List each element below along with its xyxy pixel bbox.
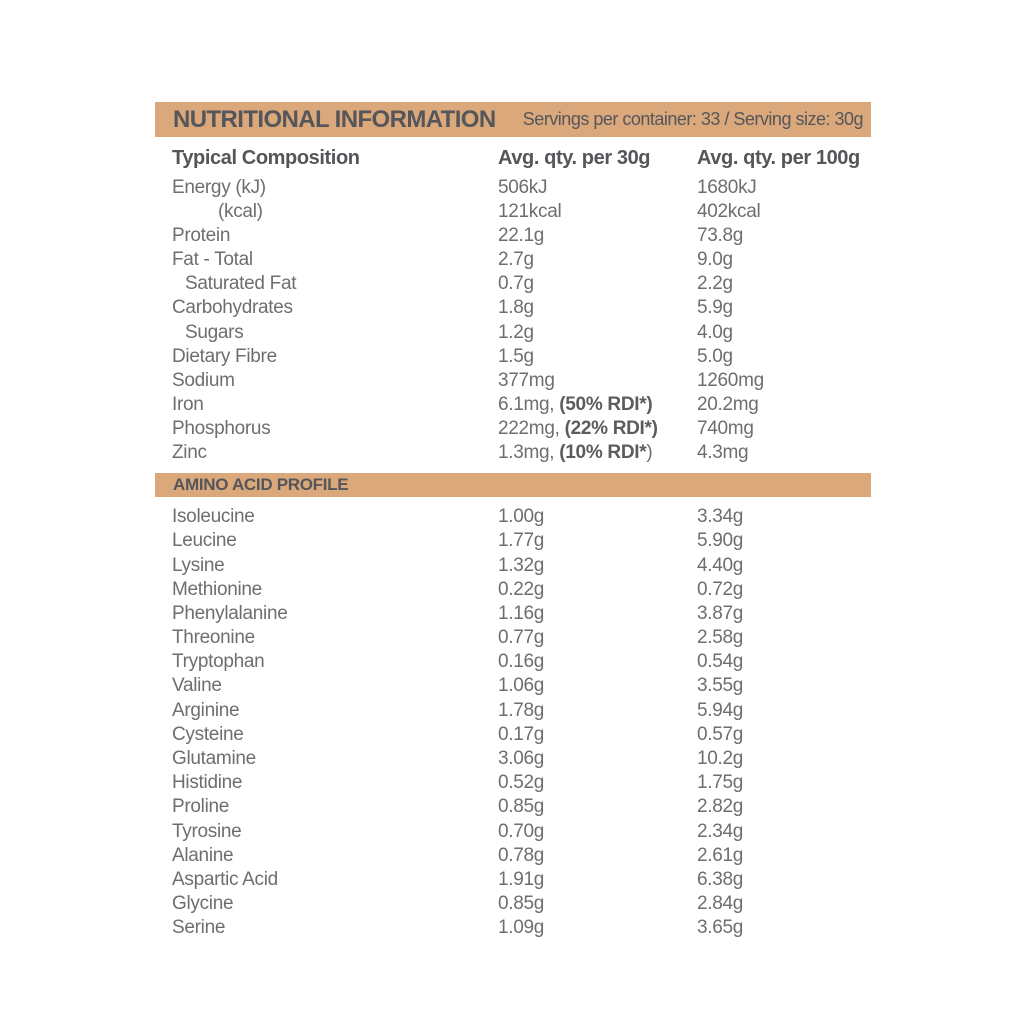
value-per-100g: 5.0g (697, 345, 733, 367)
table-row-proline (155, 795, 871, 819)
table-row-fat-total (155, 248, 871, 272)
nutrient-label: Carbohydrates (172, 297, 293, 319)
table-row-tryptophan (155, 650, 871, 674)
amino-label: Glycine (172, 893, 234, 915)
value-per-100g: 2.34g (697, 820, 744, 842)
value-per-100g: 2.61g (697, 844, 744, 866)
value-per-30g: 1.3mg, (10% RDI*) (498, 442, 653, 464)
value-per-100g: 402kcal (697, 201, 761, 223)
value-per-30g: 1.91g (498, 868, 545, 890)
value-per-100g: 20.2mg (697, 393, 759, 415)
table-row-protein (155, 224, 871, 248)
value-per-100g: 3.87g (697, 602, 744, 624)
value-per-100g: 4.40g (697, 554, 744, 576)
nutrient-label: Protein (172, 225, 231, 247)
value-per-30g: 0.22g (498, 578, 545, 600)
value-per-100g: 1260mg (697, 369, 764, 391)
nutrition-table (155, 176, 871, 465)
value-per-100g: 4.0g (697, 321, 733, 343)
nutrition-label-panel (155, 102, 871, 941)
amino-label: Aspartic Acid (172, 868, 278, 890)
table-row-phenylalanine (155, 602, 871, 626)
value-per-30g: 377mg (498, 369, 555, 391)
value-per-30g: 0.16g (498, 651, 545, 673)
rdi-badge: (50% RDI*) (559, 393, 653, 415)
column-header-per-100g: Avg. qty. per 100g (697, 147, 860, 169)
value-per-30g: 0.70g (498, 820, 545, 842)
amino-section-title: AMINO ACID PROFILE (173, 475, 349, 495)
nutrient-label: Energy (kJ) (172, 177, 266, 198)
value-per-100g: 5.90g (697, 530, 744, 552)
nutrient-label: Dietary Fibre (172, 345, 277, 367)
servings-info: Servings per container: 33 / Serving size: 30g (522, 109, 863, 129)
table-row-saturated-fat (155, 272, 871, 296)
amino-label: Tryptophan (172, 651, 265, 673)
value-per-30g: 506kJ (498, 177, 548, 198)
nutrient-label: Sodium (172, 369, 235, 391)
amino-label: Phenylalanine (172, 602, 288, 624)
amino-label: Glutamine (172, 748, 256, 769)
nutrient-label: Fat - Total (172, 249, 253, 271)
table-row-zinc (155, 441, 871, 465)
nutrient-label: Iron (172, 393, 204, 415)
table-row-glycine (155, 892, 871, 916)
value-per-30g: 0.78g (498, 844, 545, 866)
value-per-30g: 1.2g (498, 321, 534, 343)
value-per-100g: 0.54g (697, 651, 744, 673)
table-row-phosphorus (155, 417, 871, 441)
column-header-composition: Typical Composition (172, 147, 360, 169)
value-per-100g: 0.72g (697, 578, 744, 600)
table-row-glutamine (155, 747, 871, 771)
value-per-100g: 3.34g (697, 506, 744, 528)
value-per-30g: 1.77g (498, 530, 545, 552)
table-row-dietary-fibre (155, 345, 871, 369)
value-per-100g: 5.9g (697, 297, 733, 319)
amino-label: Lysine (172, 554, 225, 576)
amino-label: Isoleucine (172, 506, 255, 528)
value-per-100g: 2.2g (697, 273, 733, 295)
amino-label: Valine (172, 675, 222, 697)
nutrient-label: Phosphorus (172, 417, 271, 439)
amino-label: Methionine (172, 578, 262, 600)
value-per-30g: 6.1mg, (50% RDI*) (498, 393, 653, 415)
table-row-isoleucine (155, 505, 871, 529)
rdi-badge: (10% RDI* (559, 442, 647, 464)
value-per-100g: 740mg (697, 417, 754, 439)
amino-label: Cysteine (172, 723, 244, 745)
table-row-energy-kcal (155, 200, 871, 224)
value-per-100g: 10.2g (697, 748, 744, 769)
value-per-30g: 0.85g (498, 893, 545, 915)
table-row-lysine (155, 554, 871, 578)
column-header-per-30g: Avg. qty. per 30g (498, 147, 651, 169)
amino-label: Proline (172, 796, 230, 818)
value-per-100g: 1680kJ (697, 177, 757, 198)
value-per-30g: 1.16g (498, 602, 545, 624)
amino-label: Tyrosine (172, 820, 242, 842)
value-per-30g: 0.17g (498, 723, 545, 745)
nutrient-label: Saturated Fat (185, 273, 297, 295)
value-per-30g: 1.8g (498, 297, 534, 319)
value-per-30g: 0.7g (498, 273, 534, 295)
amino-label: Arginine (172, 699, 240, 721)
table-row-tyrosine (155, 820, 871, 844)
table-row-leucine (155, 529, 871, 553)
value-per-100g: 5.94g (697, 699, 744, 721)
value-per-30g: 1.32g (498, 554, 545, 576)
value-per-100g: 6.38g (697, 868, 744, 890)
value-per-30g: 1.5g (498, 345, 534, 367)
nutrient-label: Sugars (185, 321, 244, 343)
value-per-100g: 2.84g (697, 893, 744, 915)
value-per-30g: 121kcal (498, 201, 562, 223)
table-row-carbohydrates (155, 296, 871, 320)
amino-label: Histidine (172, 772, 243, 794)
table-row-sodium (155, 369, 871, 393)
value-per-30g: 2.7g (498, 249, 534, 271)
value-per-100g: 2.58g (697, 627, 744, 649)
value-per-30g: 0.85g (498, 796, 545, 818)
value-per-30g: 22.1g (498, 225, 545, 247)
value-per-30g: 222mg, (22% RDI*) (498, 417, 658, 439)
amino-label: Leucine (172, 530, 237, 552)
amino-label: Serine (172, 917, 226, 939)
table-row-energy-kj (155, 176, 871, 200)
table-row-alanine (155, 844, 871, 868)
table-row-histidine (155, 771, 871, 795)
table-row-cysteine (155, 723, 871, 747)
amino-label: Threonine (172, 627, 255, 649)
nutrient-label: Zinc (172, 442, 207, 464)
value-per-100g: 3.65g (697, 917, 744, 939)
column-header-row (155, 146, 871, 170)
value-per-30g: 3.06g (498, 748, 545, 769)
value-per-30g: 1.09g (498, 917, 545, 939)
value-per-30g: 0.77g (498, 627, 545, 649)
table-row-methionine (155, 578, 871, 602)
amino-acid-table (155, 505, 871, 940)
value-per-100g: 1.75g (697, 772, 744, 794)
table-row-sugars (155, 321, 871, 345)
nutrient-label: (kcal) (218, 201, 263, 223)
rdi-badge: (22% RDI*) (564, 417, 658, 439)
value-per-100g: 3.55g (697, 675, 744, 697)
value-per-30g: 1.78g (498, 699, 545, 721)
value-per-100g: 9.0g (697, 249, 733, 271)
table-row-arginine (155, 699, 871, 723)
value-per-30g: 1.00g (498, 506, 545, 528)
value-per-30g: 1.06g (498, 675, 545, 697)
amino-acid-profile-header (155, 473, 871, 497)
value-per-30g: 0.52g (498, 772, 545, 794)
value-per-100g: 73.8g (697, 225, 744, 247)
table-row-threonine (155, 626, 871, 650)
table-row-iron (155, 393, 871, 417)
amino-label: Alanine (172, 844, 234, 866)
panel-title: NUTRITIONAL INFORMATION (173, 105, 496, 133)
value-per-100g: 2.82g (697, 796, 744, 818)
table-row-aspartic-acid (155, 868, 871, 892)
header-bar (155, 102, 871, 137)
table-row-serine (155, 916, 871, 940)
value-per-100g: 4.3mg (697, 442, 749, 464)
value-per-100g: 0.57g (697, 723, 744, 745)
table-row-valine (155, 674, 871, 698)
